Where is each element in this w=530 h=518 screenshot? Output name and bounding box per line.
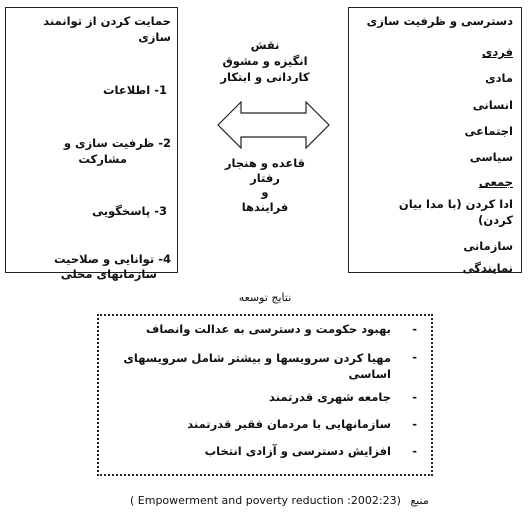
results-box	[97, 314, 433, 476]
source-line	[130, 494, 430, 507]
results-caption: نتایج توسعه	[238, 291, 292, 304]
center-top-line2: انگیزه و مشوق	[222, 54, 308, 68]
right-box-heading-collective: جمعی	[478, 175, 513, 189]
left-box-item-2-line1: 2- ظرفیت سازی و	[63, 136, 171, 150]
left-box-item-4-line1: 4- توانایی و صلاحیت	[53, 252, 171, 266]
left-box-item-1: 1- اطلاعات	[102, 83, 167, 97]
right-box-item-representation: نمایندگی	[462, 261, 513, 275]
center-bottom-line2: رفتار	[250, 171, 280, 185]
result-item-text: بهبود حکومت و دسترسی به عدالت وانصاف	[145, 322, 391, 336]
right-box-item-human: انسانی	[472, 98, 513, 112]
right-box-heading-individual: فردی	[481, 45, 513, 59]
left-box-item-2-line2: مشارکت	[78, 152, 127, 166]
result-item-text: سازمانهایی با مردمان فقیر قدرتمند	[187, 417, 391, 431]
center-top-line3: کاردانی و ابتکار	[220, 70, 310, 84]
bullet-dash: -	[412, 350, 417, 364]
result-item-text: افزایش دسترسی و آزادی انتخاب	[204, 444, 391, 458]
right-box-item-social: اجتماعی	[464, 124, 513, 138]
result-item-text: جامعه شهری قدرتمند	[269, 390, 391, 404]
left-box-title-line2: سازی	[138, 30, 171, 44]
left-box	[5, 7, 178, 281]
right-box-item-express-line2: کردن)	[478, 213, 513, 227]
center-bottom-line4: فرایندها	[241, 200, 289, 214]
result-item-text: مهیا کردن سرویسها و بیشتر شامل سرویسهای اساسی	[123, 351, 391, 381]
bullet-dash: -	[412, 322, 417, 336]
right-box-title: دسترسی و ظرفیت سازی	[366, 14, 513, 28]
center-bottom-line1: قاعده و هنجار	[224, 156, 306, 170]
right-box-item-material: مادی	[485, 71, 513, 85]
right-box-item-political: سیاسی	[469, 150, 513, 164]
right-box	[348, 7, 522, 273]
source-label: منبع	[410, 494, 429, 507]
right-box-item-express-line1: ادا کردن (با مدا بیان	[398, 197, 513, 211]
bullet-dash: -	[412, 444, 417, 458]
bullet-dash: -	[412, 417, 417, 431]
left-box-item-3: 3- پاسخگویی	[92, 204, 167, 218]
left-box-item-4-line2: سازمانهای محلی	[60, 267, 157, 281]
bullet-dash: -	[412, 390, 417, 404]
result-item-2	[107, 350, 417, 380]
center-bottom-line3: و	[261, 185, 269, 199]
center-top-line1: نقش	[250, 38, 280, 52]
source-citation: ( Empowerment and poverty reduction :2002:23)	[130, 494, 401, 507]
right-box-item-organizational: سازمانی	[463, 239, 513, 253]
left-box-title-line1: حمایت کردن از توانمند	[43, 14, 171, 28]
double-arrow-icon	[217, 101, 330, 149]
